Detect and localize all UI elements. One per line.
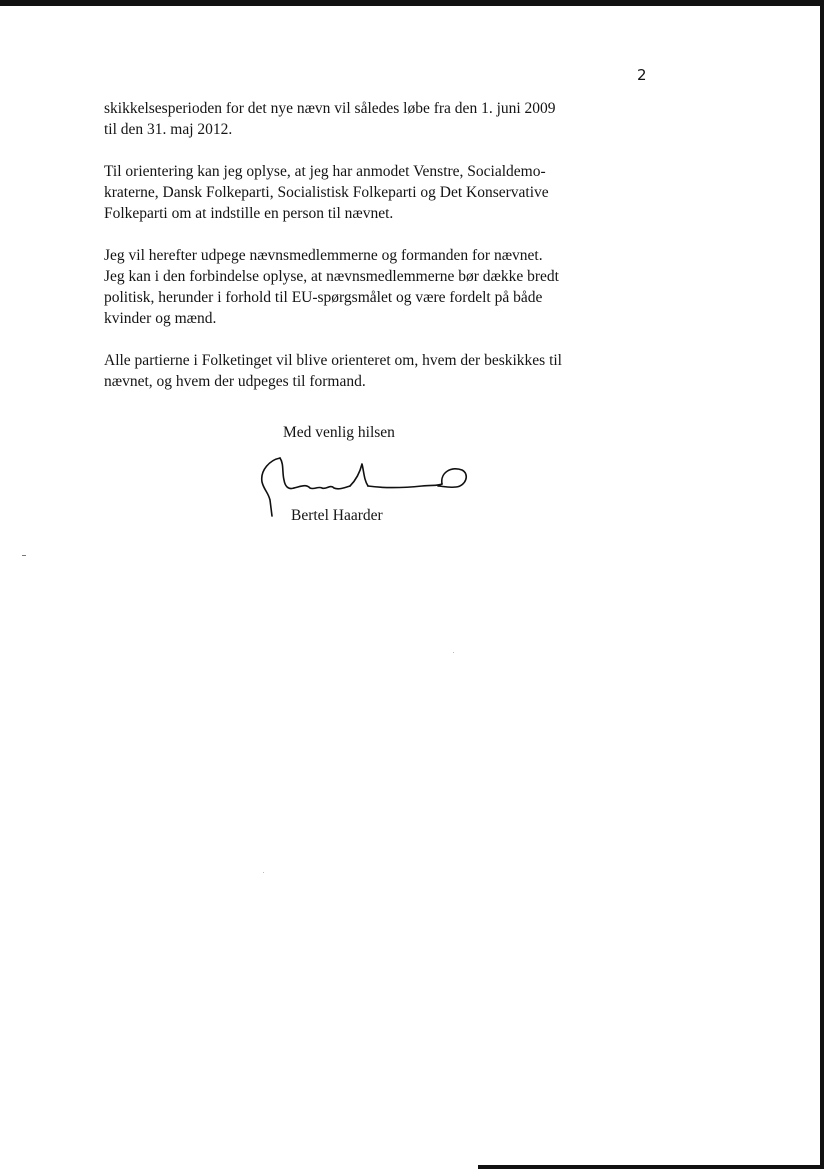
text-line: kvinder og mænd. (104, 310, 217, 327)
text-line: Til orientering kan jeg oplyse, at jeg har anmodet Venstre, Socialdemo- (104, 163, 546, 180)
text-line: Alle partierne i Folketinget vil blive orienteret om, hvem der beskikkes til (104, 352, 562, 369)
text-line: politisk, herunder i forhold til EU-spørgsmålet og være fordelt på både (104, 289, 543, 306)
text-line: nævnet, og hvem der udpeges til formand. (104, 373, 366, 390)
scan-edge-right (820, 0, 824, 1169)
paragraph (104, 98, 594, 140)
scan-edge-top (0, 0, 824, 6)
letter-body (104, 98, 594, 413)
text-line: skikkelsesperioden for det nye nævn vil således løbe fra den 1. juni 2009 (104, 100, 556, 117)
page-number: 2 (637, 66, 647, 84)
text-line: til den 31. maj 2012. (104, 121, 233, 138)
text-line: Jeg vil herefter udpege nævnsmedlemmerne og formanden for nævnet. (104, 247, 543, 264)
closing-greeting: Med venlig hilsen (283, 424, 395, 441)
scan-edge-bottom (478, 1165, 824, 1169)
paragraph (104, 350, 594, 392)
text-line: Folkeparti om at indstille en person til nævnet. (104, 205, 394, 222)
scan-speck (263, 872, 264, 873)
text-line: Jeg kan i den forbindelse oplyse, at nævnsmedlemmerne bør dække bredt (104, 268, 559, 285)
scan-speck (22, 555, 26, 556)
signer-name: Bertel Haarder (291, 507, 383, 524)
paragraph (104, 245, 594, 329)
scan-speck (453, 652, 454, 653)
text-line: kraterne, Dansk Folkeparti, Socialistisk Folkeparti og Det Konservative (104, 184, 549, 201)
paragraph (104, 161, 594, 224)
